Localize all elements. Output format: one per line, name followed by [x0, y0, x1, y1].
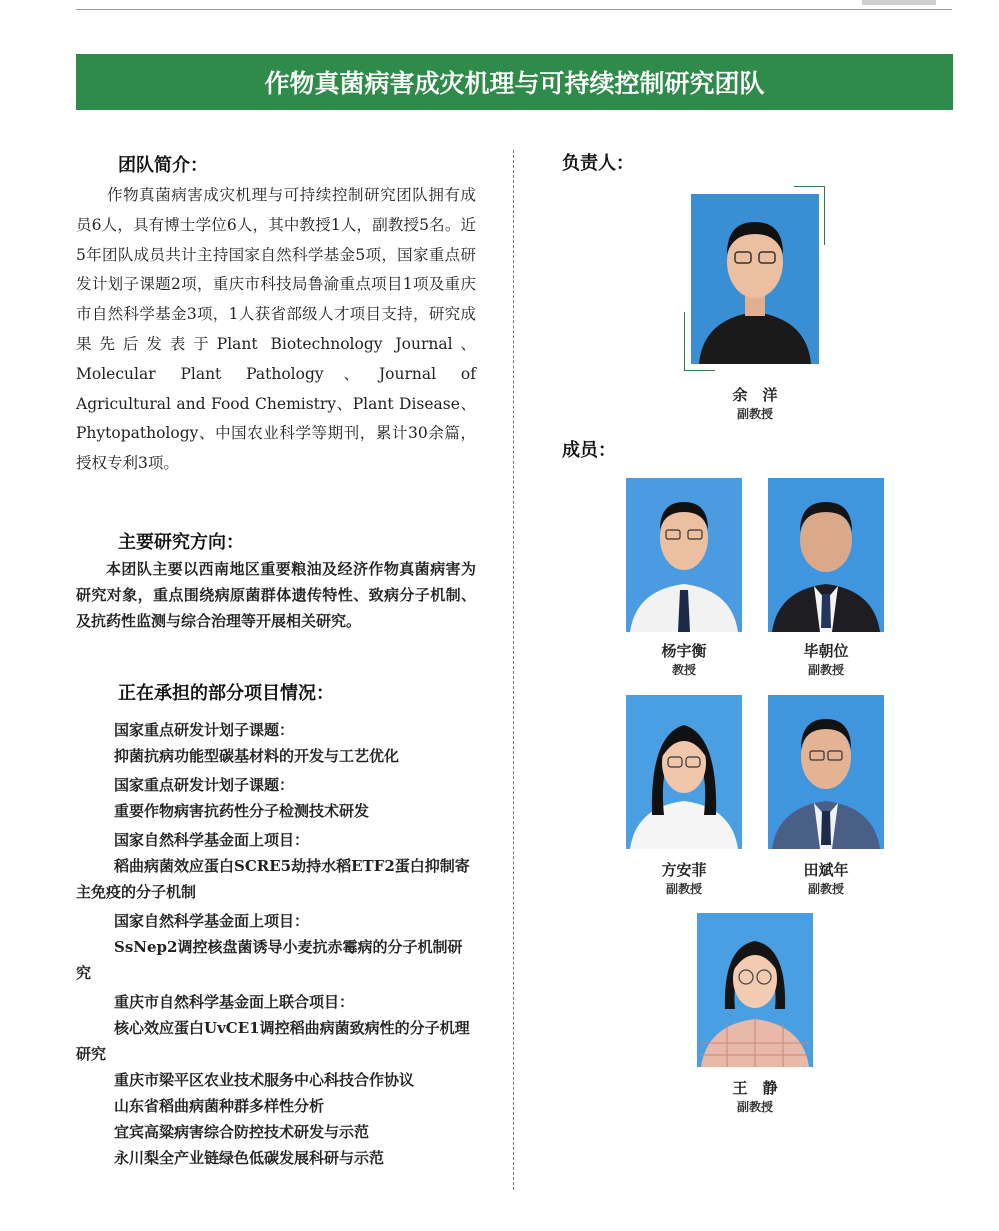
project-other: 山东省稻曲病菌种群多样性分析: [114, 1097, 325, 1115]
research-text: 本团队主要以西南地区重要粮油及经济作物真菌病害为研究对象，重点围绕病原菌群体遗传特性、致病分子机制、及抗药性监测与综合治理等开展相关研究。: [76, 560, 476, 630]
member-photo: [697, 913, 813, 1067]
research-heading: 主要研究方向：: [118, 532, 244, 553]
member-name: 杨宇衡: [661, 642, 707, 660]
member-name: 田斌年: [803, 861, 849, 879]
leader-heading: 负责人：: [562, 153, 634, 174]
project-category: 国家重点研发计划子课题：: [114, 776, 295, 794]
column-divider: [513, 150, 514, 1190]
page-title-banner: [76, 54, 953, 110]
project-title: 稻曲病菌效应蛋白SCRE5劫持水稻ETF2蛋白抑制寄主免疫的分子机制: [76, 857, 470, 901]
project-category: 重庆市自然科学基金面上联合项目：: [114, 993, 355, 1011]
members-heading: 成员：: [562, 440, 616, 461]
page-title: 作物真菌病害成灾机理与可持续控制研究团队: [264, 69, 765, 98]
top-rule: [76, 9, 952, 10]
project-list: [76, 717, 476, 1171]
project-other: 重庆市梁平区农业技术服务中心科技合作协议: [114, 1071, 415, 1089]
member-name: 王 静: [732, 1079, 778, 1097]
member-title: 副教授: [807, 663, 844, 677]
project-title: 核心效应蛋白UvCE1调控稻曲病菌致病性的分子机理研究: [76, 1019, 470, 1063]
project-other: 永川梨全产业链绿色低碳发展科研与示范: [114, 1149, 385, 1167]
member-title: 副教授: [665, 882, 702, 896]
page-corner-mark: [862, 0, 936, 5]
project-title: 重要作物病害抗药性分子检测技术研发: [114, 802, 370, 820]
member-photo: [626, 695, 742, 849]
member-title: 教授: [671, 663, 696, 677]
project-category: 国家自然科学基金面上项目：: [114, 831, 310, 849]
member-photo: [768, 695, 884, 849]
project-title: SsNep2调控核盘菌诱导小麦抗赤霉病的分子机制研究: [76, 938, 463, 982]
intro-text: 作物真菌病害成灾机理与可持续控制研究团队拥有成员6人，具有博士学位6人，其中教授1人，副教授5名。近5年团队成员共计主持国家自然科学基金5项，国家重点研发计划子课题2项，重庆市科技局鲁渝重点项目1项及重庆市自然科学基金3项，1人获省部级人才项目支持，研究成果先后发表于Plant Biotechnology Journal、Molecular Plant Pathology、Journal of Agricultural and Food Chemistry、Plant Disease、Phytopathology、中国农业科学等期刊，累计30余篇，授权专利3项。: [76, 186, 476, 473]
member-name: 方安菲: [661, 861, 707, 879]
member-photo: [626, 478, 742, 632]
project-category: 国家自然科学基金面上项目：: [114, 912, 310, 930]
member-title: 副教授: [807, 882, 844, 896]
member-photo: [768, 478, 884, 632]
project-title: 抑菌抗病功能型碳基材料的开发与工艺优化: [114, 747, 400, 765]
member-title: 副教授: [736, 1100, 773, 1114]
leader-name: 余 洋: [732, 386, 778, 404]
leader-title: 副教授: [736, 407, 773, 421]
projects-heading: 正在承担的部分项目情况：: [118, 683, 334, 704]
project-other: 宜宾高粱病害综合防控技术研发与示范: [114, 1123, 370, 1141]
leader-photo: [691, 194, 819, 364]
project-category: 国家重点研发计划子课题：: [114, 721, 295, 739]
intro-heading: 团队简介：: [118, 155, 208, 176]
member-name: 毕朝位: [803, 642, 849, 660]
